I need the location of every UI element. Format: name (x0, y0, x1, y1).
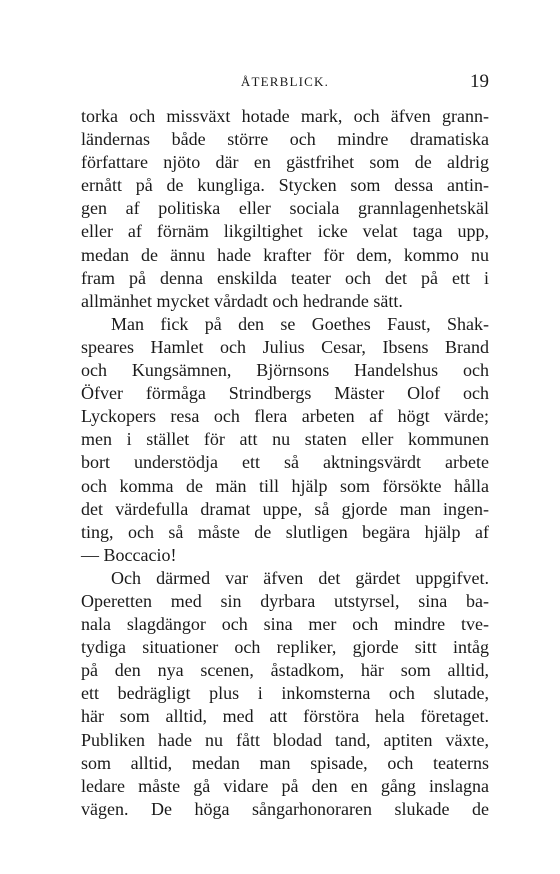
text-line: ting, och så måste de slutligen begära hjälp af (81, 521, 489, 542)
text-line: ett bedrägligt plus i inkomsterna och slutade, (81, 683, 489, 704)
text-line: författare njöto där en gästfrihet som de aldrig (81, 152, 489, 173)
text-line: som alltid, medan man spisade, och teaterns (81, 752, 489, 773)
text-line: medan de ännu hade krafter för dem, kommo nu (81, 244, 489, 265)
text-line: bort understödja ett så aktningsvärdt arbete (81, 452, 489, 473)
text-line: — Boccacio! (81, 544, 177, 565)
text-line: men i stället för att nu staten eller kommunen (81, 429, 489, 450)
text-line: och komma de män till hjälp som försökte hålla (81, 475, 489, 496)
text-line: allmänhet mycket vårdadt och hedrande sätt. (81, 290, 403, 311)
text-line: gen af politiska eller sociala grannlagenhetskäl (81, 198, 489, 219)
text-line: Man fick på den se Goethes Faust, Shak- (111, 313, 489, 334)
page-number: 19 (470, 71, 489, 92)
text-line: Öfver förmåga Strindbergs Mäster Olof och (81, 383, 489, 404)
text-line: på den nya scenen, åstadkom, här som alltid, (81, 660, 489, 681)
text-line: här som alltid, med att förstöra hela företaget. (81, 706, 489, 727)
text-line: vägen. De höga sångarhonoraren slukade de (81, 798, 489, 819)
text-line: eller af förnäm likgiltighet icke velat taga upp, (81, 221, 489, 242)
text-line: Operetten med sin dyrbara utstyrsel, sina ba- (81, 590, 489, 611)
text-line: Och därmed var äfven det gärdet uppgifvet. (111, 567, 489, 588)
text-line: ernått på de kungliga. Stycken som dessa antin- (81, 175, 489, 196)
text-line: och Kungsämnen, Björnsons Handelshus och (81, 360, 489, 381)
text-line: fram på denna enskilda teater och det på ett i (81, 267, 489, 288)
text-line: speares Hamlet och Julius Cesar, Ibsens Brand (81, 336, 489, 357)
running-title: ÅTERBLICK. (240, 74, 330, 89)
text-line: ländernas både större och mindre dramatiska (81, 129, 489, 150)
text-line: ledare måste gå vidare på den en gång inslagna (81, 775, 489, 796)
text-line: det värdefulla dramat uppe, så gjorde man ingen- (81, 498, 489, 519)
text-line: torka och missväxt hotade mark, och äfven grann- (81, 106, 489, 126)
running-header (81, 71, 489, 93)
text-line: tydiga situationer och repliker, gjorde sitt intåg (81, 637, 489, 658)
text-line: nala slagdängor och sina mer och mindre tve- (81, 614, 489, 635)
body-text (81, 105, 489, 821)
text-line: Publiken hade nu fått blodad tand, aptiten växte, (81, 729, 489, 750)
text-line: Lyckopers resa och flera arbeten af högt värde; (81, 406, 489, 427)
